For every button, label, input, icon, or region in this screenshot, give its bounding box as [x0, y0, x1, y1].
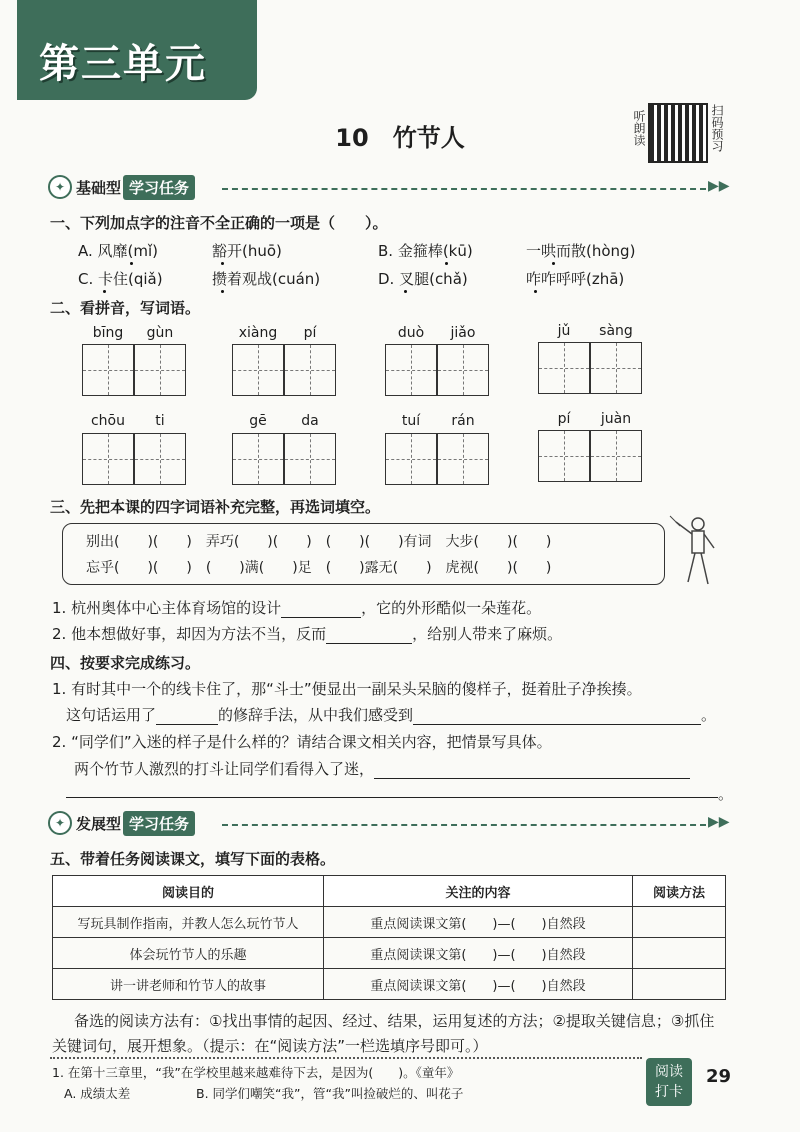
period: 。 [718, 785, 734, 803]
qr-listen-label: 听朗读 [632, 110, 646, 146]
pinyin: duò [397, 325, 425, 341]
writing-grid[interactable] [232, 433, 284, 485]
answer-blank[interactable] [326, 627, 412, 644]
q5-note-2: 关键词句，展开想象。（提示：在“阅读方法”一栏选填序号即可。） [52, 1037, 488, 1055]
idiom-row: 别出( )( ) 弄巧( )( ) ( )( )有词 大步( )( ) [86, 534, 552, 550]
emphasis-dot [103, 290, 106, 293]
lightbulb-icon: ✦ [48, 175, 72, 199]
q3-sentence-2: 2. 他本想做好事，却因为方法不当，反而 ，给别人带来了麻烦。 [52, 625, 563, 643]
writing-grid[interactable] [232, 344, 284, 396]
table-cell-answer[interactable] [633, 969, 726, 1000]
section-header-development: ✦ 发展型 学习任务 [48, 811, 195, 835]
table-cell[interactable]: 重点阅读课文第( )—( )自然段 [324, 969, 633, 1000]
footer-divider [50, 1057, 642, 1059]
unit-title: 第三单元 [39, 41, 207, 87]
lesson-title: 10 竹节人 [335, 124, 465, 152]
answer-blank[interactable] [413, 708, 701, 725]
table-cell-answer[interactable] [633, 907, 726, 938]
pinyin: pí [557, 411, 571, 427]
footer-question: 1. 在第十三章里，“我”在学校里越来越难待下去，是因为( )。《童年》 [52, 1065, 460, 1080]
double-arrow-icon: ▶▶ [708, 178, 730, 194]
table-cell: 讲一讲老师和竹节人的故事 [53, 969, 324, 1000]
divider [222, 824, 706, 826]
pinyin: juàn [600, 411, 632, 427]
reading-table [52, 875, 726, 1000]
table-row [53, 907, 726, 938]
q1-option: 攒着观战(cuán) [212, 270, 321, 288]
emphasis-dot [221, 262, 224, 265]
table-header: 阅读方法 [633, 876, 726, 907]
pinyin: tuí [401, 413, 421, 429]
writing-grid[interactable] [284, 433, 336, 485]
unit-banner [17, 0, 257, 100]
writing-grid[interactable] [134, 344, 186, 396]
pinyin: rán [451, 413, 475, 429]
emphasis-dot [404, 290, 407, 293]
divider [222, 188, 706, 190]
q1-option: 豁开(huō) [212, 242, 282, 260]
double-arrow-icon: ▶▶ [708, 814, 730, 830]
emphasis-dot [221, 290, 224, 293]
pinyin: gùn [146, 325, 174, 341]
lightbulb-icon: ✦ [48, 811, 72, 835]
writing-grid[interactable] [590, 342, 642, 394]
q1-option: 一哄而散(hòng) [526, 242, 636, 260]
writing-grid[interactable] [538, 342, 590, 394]
table-cell: 体会玩竹节人的乐趣 [53, 938, 324, 969]
table-cell[interactable]: 重点阅读课文第( )—( )自然段 [324, 907, 633, 938]
writing-grid[interactable] [590, 430, 642, 482]
writing-grid[interactable] [385, 344, 437, 396]
q4-sentence-2: 2. “同学们”入迷的样子是什么样的？请结合课文相关内容，把情景写具体。 [52, 733, 552, 751]
emphasis-dot [445, 262, 448, 265]
q4-answer-line-1: 这句话运用了 的修辞手法，从中我们感受到 。 [66, 706, 717, 724]
writing-grid[interactable] [82, 433, 134, 485]
pinyin: xiàng [238, 325, 278, 341]
qr-code-icon[interactable] [648, 103, 708, 163]
pinyin: bīng [92, 325, 124, 341]
writing-grid[interactable] [437, 344, 489, 396]
q1-option: B. 金箍棒(kū) [378, 242, 473, 260]
writing-grid[interactable] [538, 430, 590, 482]
emphasis-dot [534, 290, 537, 293]
emphasis-dot [130, 262, 133, 265]
table-cell[interactable]: 重点阅读课文第( )—( )自然段 [324, 938, 633, 969]
reading-checkin-badge[interactable]: 阅读 打卡 [646, 1058, 692, 1106]
q5-note-1: 备选的阅读方法有：①找出事情的起因、经过、结果，运用复述的方法；②提取关键信息；③抓住 [74, 1012, 715, 1030]
q1-option: D. 叉腿(chǎ) [378, 270, 468, 288]
pinyin: gē [249, 413, 267, 429]
emphasis-dot [552, 262, 555, 265]
table-cell-answer[interactable] [633, 938, 726, 969]
writing-grid[interactable] [385, 433, 437, 485]
answer-blank[interactable] [156, 708, 218, 725]
page-number: 29 [706, 1066, 732, 1087]
pinyin: pí [303, 325, 317, 341]
idiom-row: 忘乎( )( ) ( )满( )足 ( )露无( ) 虎视( )( ) [86, 560, 552, 576]
q4-sentence-1: 1. 有时其中一个的线卡住了，那“斗士”便显出一副呆头呆脑的傻样子，挺着肚子净挨揍。 [52, 680, 642, 698]
q1-option: 咋咋呼呼(zhā) [526, 270, 625, 288]
q4-answer-line-2: 两个竹节人激烈的打斗让同学们看得入了迷， [74, 758, 690, 779]
table-header: 阅读目的 [53, 876, 324, 907]
bamboo-figure-icon [668, 512, 720, 590]
q4-title: 四、按要求完成练习。 [50, 654, 201, 672]
writing-grid[interactable] [134, 433, 186, 485]
q3-title: 三、先把本课的四字词语补充完整，再选词填空。 [50, 498, 381, 516]
pinyin: jiǎo [450, 325, 476, 341]
pinyin: chōu [90, 413, 125, 429]
footer-option: A. 成绩太差 [64, 1086, 131, 1101]
qr-preview-label: 扫码预习 [710, 104, 724, 152]
writing-grid[interactable] [284, 344, 336, 396]
table-row [53, 938, 726, 969]
pinyin: jǔ [557, 323, 571, 339]
q1-option: A. 风靡(mǐ) [78, 242, 159, 260]
table-row [53, 969, 726, 1000]
table-header: 关注的内容 [324, 876, 633, 907]
pinyin: sàng [599, 323, 633, 339]
footer-option: B. 同学们嘲笑“我”，管“我”叫捡破烂的、叫花子 [196, 1086, 464, 1101]
answer-blank[interactable] [281, 601, 361, 618]
pinyin: da [301, 413, 319, 429]
writing-grid[interactable] [82, 344, 134, 396]
q1-option: C. 卡住(qiǎ) [78, 270, 163, 288]
table-cell: 写玩具制作指南，并教人怎么玩竹节人 [53, 907, 324, 938]
q3-sentence-1: 1. 杭州奥体中心主体育场馆的设计 ，它的外形酷似一朵莲花。 [52, 599, 542, 617]
q2-title: 二、看拼音，写词语。 [50, 299, 201, 317]
pinyin: ti [155, 413, 165, 429]
section-header-basic: ✦ 基础型 学习任务 [48, 175, 195, 199]
writing-grid[interactable] [437, 433, 489, 485]
q5-title: 五、带着任务阅读课文，填写下面的表格。 [50, 850, 336, 868]
q1-title: 一、下列加点字的注音不全正确的一项是（ ）。 [50, 214, 388, 232]
answer-blank[interactable] [374, 762, 690, 779]
answer-blank[interactable] [66, 797, 718, 798]
